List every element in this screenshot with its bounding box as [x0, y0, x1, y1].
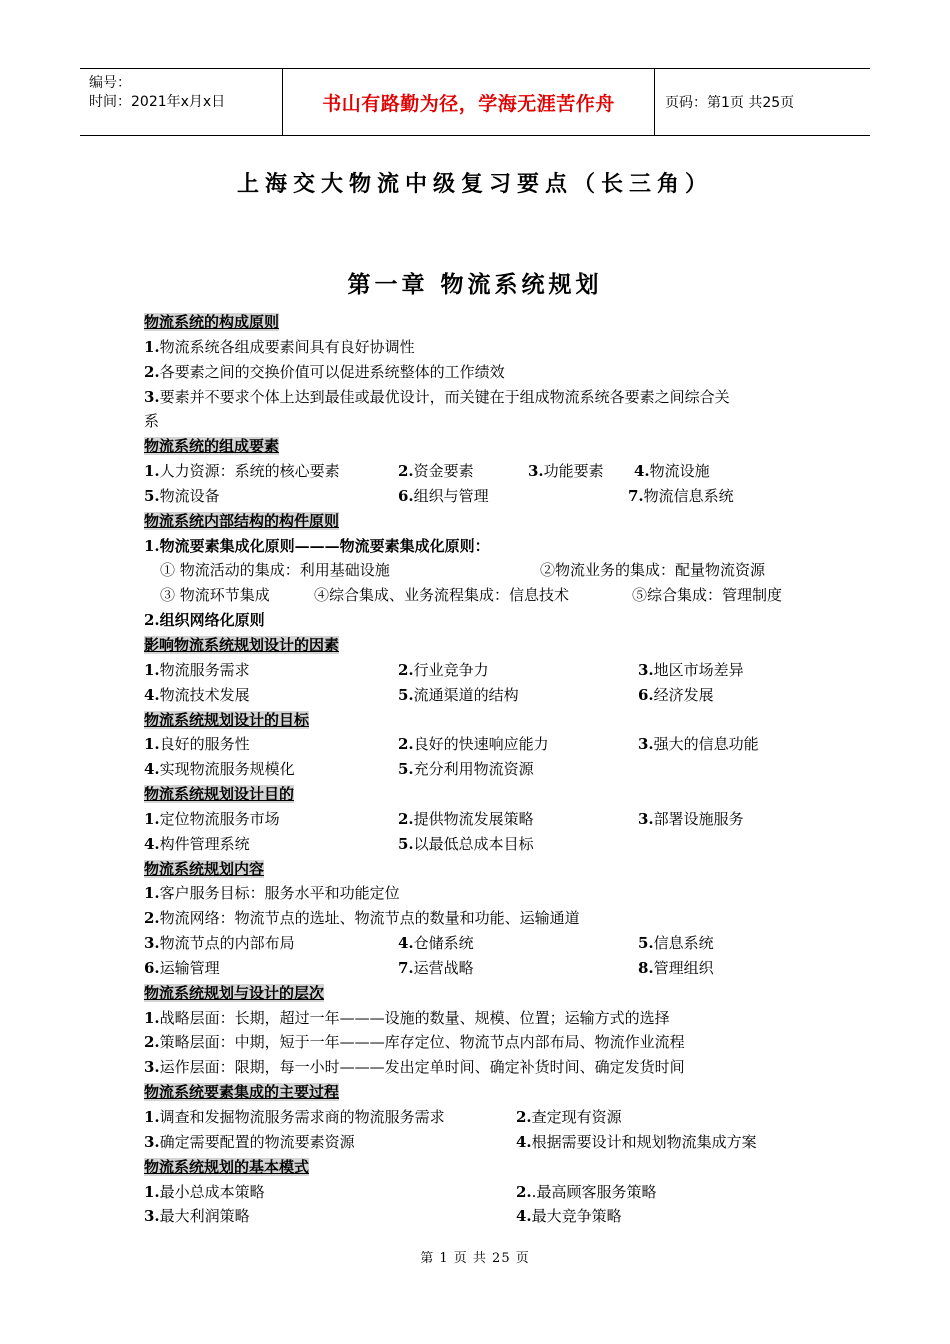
list-item: 5.物流设备	[144, 486, 220, 505]
section-heading: 影响物流系统规划设计的因素	[144, 635, 340, 654]
text-line: 1.战略层面：长期，超过一年———设施的数量、规模、位置；运输方式的选择	[144, 1008, 670, 1027]
section-heading: 物流系统规划的基本模式	[144, 1157, 310, 1176]
list-row	[144, 558, 824, 583]
list-item: 7.运营战略	[398, 958, 474, 977]
page-footer: 第 1 页 共 25 页	[420, 1251, 530, 1266]
list-item: 1.人力资源：系统的核心要素	[144, 462, 340, 481]
text-line: 1.物流要素集成化原则———物流要素集成化原则：	[144, 536, 490, 555]
section-heading: 物流系统内部结构的构件原则	[144, 511, 340, 530]
list-item: 6.组织与管理	[398, 486, 489, 505]
text-line: 3.要素并不要求个体上达到最佳或最优设计，而关键在于组成物流系统各要素之间综合关	[144, 387, 730, 406]
list-row	[144, 931, 824, 956]
list-item: 7.物流信息系统	[628, 486, 734, 505]
list-item: ⑤综合集成：管理制度	[632, 586, 783, 605]
list-item: 3.功能要素	[528, 462, 604, 481]
section-heading: 物流系统规划与设计的层次	[144, 983, 325, 1002]
list-item: ③ 物流环节集成	[160, 586, 270, 605]
text-line: 3.运作层面：限期，每一小时———发出定单时间、确定补货时间、确定发货时间	[144, 1058, 685, 1077]
list-item: 4.最大竞争策略	[516, 1207, 622, 1226]
text-line: 1.物流系统各组成要素间具有良好协调性	[144, 337, 415, 356]
list-item: ① 物流活动的集成：利用基础设施	[160, 561, 390, 580]
list-item: 3.确定需要配置的物流要素资源	[144, 1132, 355, 1151]
text-line: 2.组织网络化原则	[144, 611, 265, 630]
header-table	[80, 68, 870, 136]
list-item: ②物流业务的集成：配量物流资源	[540, 561, 766, 580]
list-item: 3.强大的信息功能	[638, 735, 759, 754]
list-item: ④综合集成、业务流程集成：信息技术	[314, 586, 570, 605]
list-item: 3.地区市场差异	[638, 660, 744, 679]
list-row	[144, 832, 824, 857]
list-item: 1.最小总成本策略	[144, 1182, 265, 1201]
list-row	[144, 683, 824, 708]
list-row	[144, 1180, 824, 1205]
list-item: 2.行业竞争力	[398, 660, 489, 679]
text-line: 2.策略层面：中期，短于一年———库存定位、物流节点内部布局、物流作业流程	[144, 1033, 685, 1052]
list-item: 2.资金要素	[398, 462, 474, 481]
list-row	[144, 956, 824, 981]
list-item: 2..最高顾客服务策略	[516, 1182, 657, 1201]
text-line: 系	[144, 412, 160, 431]
list-item: 2.提供物流发展策略	[398, 809, 534, 828]
section-heading: 物流系统的构成原则	[144, 313, 280, 331]
list-item: 1.良好的服务性	[144, 735, 250, 754]
header-motto: 书山有路勤为径，学海无涯苦作舟	[282, 69, 655, 135]
header-meta-cell	[80, 69, 282, 135]
list-row	[144, 1105, 824, 1130]
list-item: 1.定位物流服务市场	[144, 809, 280, 828]
time-label: 时间：2021年x月x日	[89, 94, 226, 110]
list-row	[144, 1130, 824, 1155]
list-item: 4.实现物流服务规模化	[144, 760, 295, 779]
list-item: 4.物流设施	[634, 462, 710, 481]
section-heading: 物流系统规划内容	[144, 859, 265, 878]
list-row	[144, 1204, 824, 1229]
list-item: 2.良好的快速响应能力	[398, 735, 549, 754]
list-item: 5.充分利用物流资源	[398, 760, 534, 779]
list-row	[144, 732, 824, 757]
list-item: 5.信息系统	[638, 934, 714, 953]
text-line: 1.客户服务目标：服务水平和功能定位	[144, 884, 400, 903]
list-item: 2.查定现有资源	[516, 1108, 622, 1126]
list-item: 6.经济发展	[638, 685, 714, 704]
list-item: 3.物流节点的内部布局	[144, 934, 295, 953]
section-heading: 物流系统的组成要素	[144, 437, 280, 456]
section-heading: 物流系统规划设计的目标	[144, 710, 310, 729]
list-item: 1.调查和发掘物流服务需求商的物流服务需求	[144, 1108, 445, 1126]
section-heading: 物流系统要素集成的主要过程	[144, 1083, 340, 1102]
list-row	[144, 459, 824, 484]
document-body	[144, 310, 824, 1229]
list-row	[144, 757, 824, 782]
list-item: 5.流通渠道的结构	[398, 685, 519, 704]
chapter-title: 第一章 物流系统规划	[347, 271, 603, 298]
list-row	[144, 583, 824, 608]
list-item: 6.运输管理	[144, 958, 220, 977]
number-label: 编号：	[89, 75, 131, 91]
list-row	[144, 658, 824, 683]
header-page-info: 页码：第1页 共25页	[665, 95, 795, 111]
text-line: 2.各要素之间的交换价值可以促进系统整体的工作绩效	[144, 362, 505, 381]
section-heading: 物流系统规划设计目的	[144, 785, 295, 804]
list-row	[144, 484, 824, 509]
list-item: 5.以最低总成本目标	[398, 834, 534, 853]
list-item: 4.根据需要设计和规划物流集成方案	[516, 1132, 757, 1151]
list-item: 8.管理组织	[638, 958, 714, 977]
list-item: 3.部署设施服务	[638, 809, 744, 828]
document-title: 上海交大物流中级复习要点（长三角）	[236, 171, 713, 197]
list-item: 3.最大利润策略	[144, 1207, 250, 1226]
list-item: 4.构件管理系统	[144, 834, 250, 853]
list-item: 1.物流服务需求	[144, 660, 250, 679]
list-row	[144, 807, 824, 832]
list-item: 4.仓储系统	[398, 934, 474, 953]
list-item: 4.物流技术发展	[144, 685, 250, 704]
text-line: 2.物流网络：物流节点的选址、物流节点的数量和功能、运输通道	[144, 909, 580, 928]
